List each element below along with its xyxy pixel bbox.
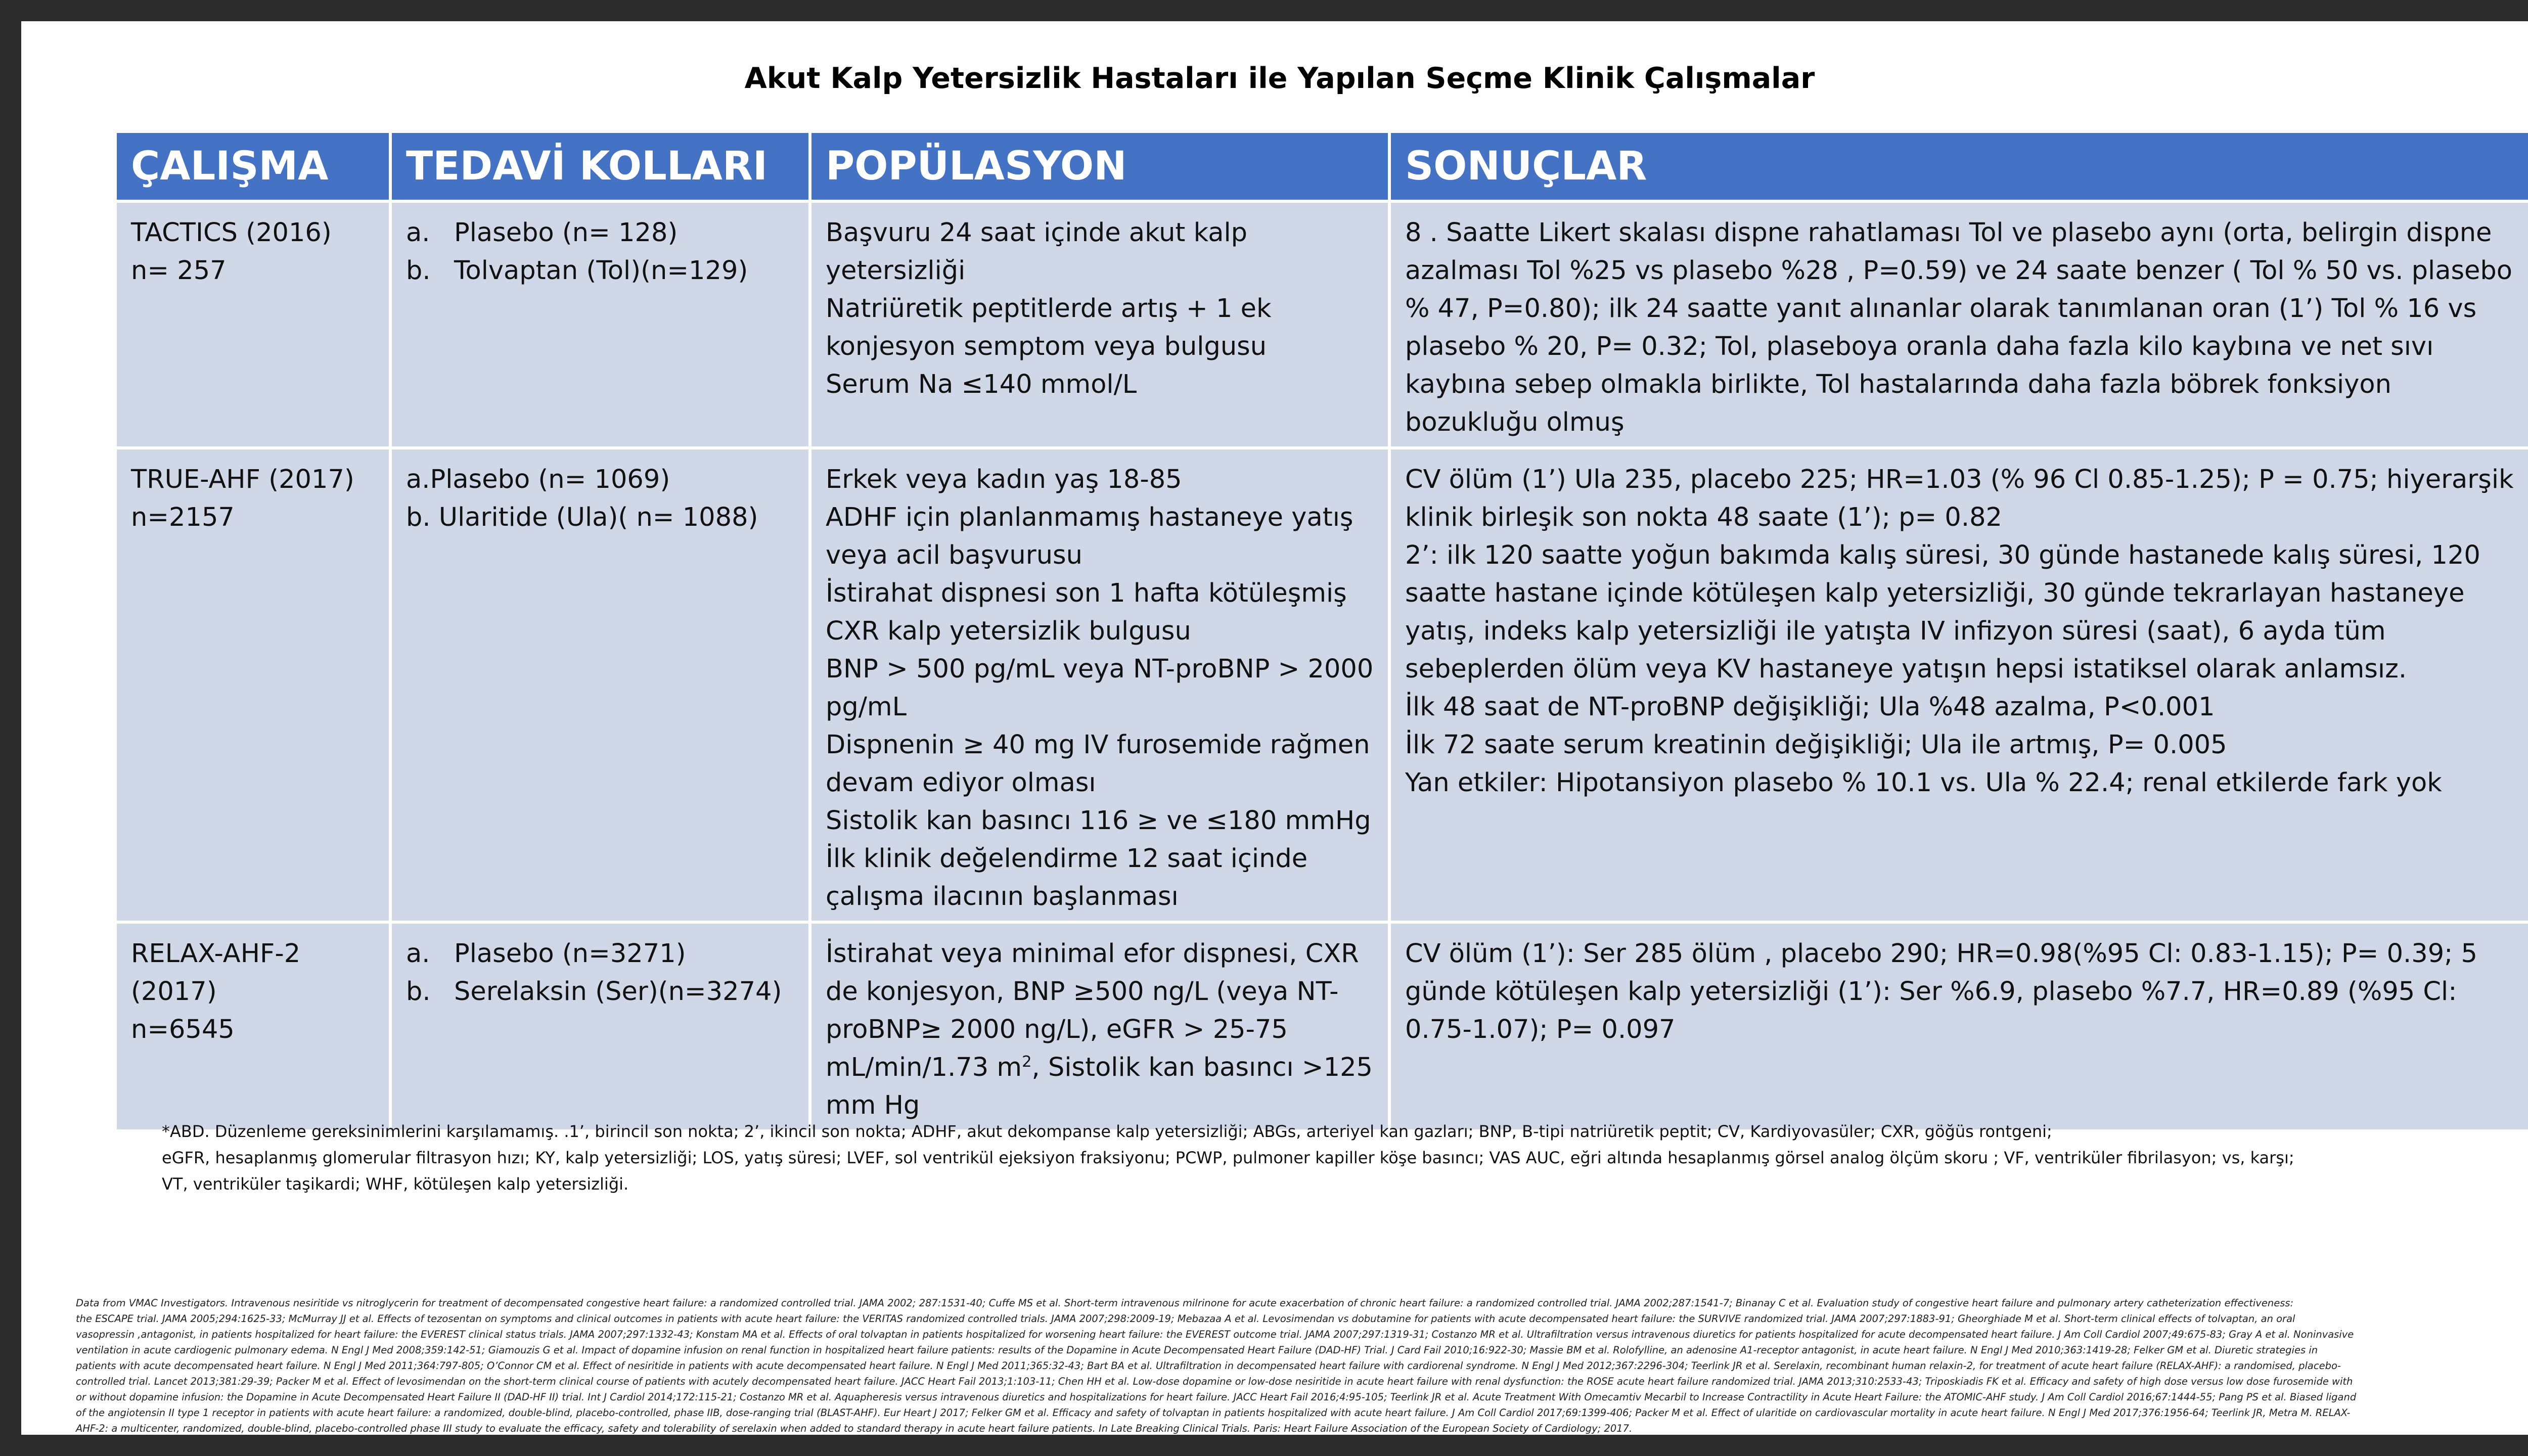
- arms-cell: [392, 203, 808, 446]
- reference-line: vasopressin ,antagonist, in patients hospitalized for heart failure: the EVEREST clinical status trials. JAMA 2007;297:1332-43; Konstam MA et al. Effects of oral tolvaptan in patients hospitalized for worsening heart failure: the EVEREST outcome trial. JAMA 2007;297:1319-31; Costanzo MR et al. Ultrafiltration versus intravenous diuretics for patients hospitalized for acute decompensated heart failure. J Am Coll Cardiol 2007;49:675-83; Gray A et al. Noninvasive: [76, 1329, 2354, 1340]
- results-text: Yan etkiler: Hipotansiyon plasebo % 10.1 vs. Ula % 22.4; renal etkilerde fark yok: [1405, 768, 2442, 798]
- results-text: CV ölüm (1’) Ula 235, placebo 225; HR=1.03 (% 96 Cl 0.85-1.25); P = 0.75; hiyerarşik klinik birleşik son nokta 48 saate (1’); p= 0.82: [1405, 465, 2514, 532]
- study-name: TACTICS (2016): [131, 218, 332, 248]
- reference-line: AHF-2: a multicenter, randomized, double-blind, placebo-controlled phase III study to evaluate the efficacy, safety and tolerability of serelaxin when added to standard therapy in acute heart failure patients. In Late Breaking Clinical Trials. Paris: Heart Failure Association of the European Society of Cardiology; 2017.: [76, 1423, 1633, 1434]
- reference-line: of the angiotensin II type 1 receptor in patients with acute heart failure: a randomized, double-blind, placebo-controlled, phase IIB, dose-ranging trial (BLAST-AHF). Eur Heart J 2017; Felker GM et al. Efficacy and safety of tolvaptan in patients hospitalized with acute heart failure. J Am Coll Cardiol 2017;69:1399-406; Packer M et al. Effect of ularitide on cardiovascular mortality in acute heart failure. N Engl J Med 2017;376:1956-64; Teerlink JR, Metra M. RELAX-: [76, 1407, 2351, 1419]
- footnote-line: VT, ventriküler taşikardi; WHF, kötüleşen kalp yetersizliği.: [162, 1174, 629, 1194]
- arm-item: [406, 498, 794, 536]
- population-item: İstirahat dispnesi son 1 hafta kötüleşmiş: [826, 578, 1347, 608]
- arm-text: Tolvaptan (Tol)(n=129): [454, 256, 748, 286]
- reference-line: the ESCAPE trial. JAMA 2005;294:1625-33; McMurray JJ et al. Effects of tezosentan on symptoms and clinical outcomes in patients with acute heart failure: the VERITAS randomized controlled trials. JAMA 2007;298:2009-19; Mebazaa A et al. Levosimendan vs dobutamine for patients with acute decompensated heart failure: the SURVIVE randomized trial. JAMA 2007;297:1883-91; Gheorghiade M et al. Short-term clinical effects of tolvaptan, an oral: [76, 1313, 2295, 1325]
- population-text-end: , Sistolik kan basıncı >125 mm Hg: [826, 1053, 1373, 1120]
- reference-line: Data from VMAC Investigators. Intravenous nesiritide vs nitroglycerin for treatment of decompensated congestive heart failure: a randomized controlled trial. JAMA 2002; 287:1531-40; Cuffe MS et al. Short-term intravenous milrinone for acute exacerbation of chronic heart failure: a randomized controlled trial. JAMA 2002;287:1541-7; Binanay C et al. Evaluation study of congestive heart failure and pulmonary artery catheterization effectiveness:: [76, 1297, 2294, 1309]
- footnote-line: *ABD. Düzenleme gereksinimlerini karşılamamış. .1’, birincil son nokta; 2’, ikincil son nokta; ADHF, akut dekompanse kalp yetersizliği; ABGs, arteriyel kan gazları; BNP, B-tipi natriüretik peptit; CV, Kardiyovasüler; CXR, göğüs rontgeni;: [162, 1122, 2052, 1141]
- arm-item: [406, 935, 794, 973]
- results-text: CV ölüm (1’): Ser 285 ölüm , placebo 290; HR=0.98(%95 Cl: 0.83-1.15); P= 0.39; 5 günde kötüleşen kalp yetersizliği (1’): Ser %6.9, plasebo %7.7, HR=0.89 (%95 Cl: 0.75-1.07); P= 0.097: [1405, 939, 2477, 1044]
- arm-item: [406, 252, 794, 290]
- study-n: n=6545: [131, 1015, 235, 1044]
- header-study: ÇALIŞMA: [117, 133, 389, 200]
- arm-marker: a.: [406, 218, 430, 248]
- population-item: Sistolik kan basıncı 116 ≥ ve ≤180 mmHg: [826, 806, 1371, 836]
- results-cell: [1391, 203, 2528, 446]
- study-cell: [117, 203, 389, 446]
- abbreviations-footnote: [162, 1118, 2437, 1197]
- results-text: İlk 72 saate serum kreatinin değişikliği; Ula ile artmış, P= 0.005: [1405, 730, 2227, 760]
- results-cell: [1391, 449, 2528, 921]
- arm-item: [406, 461, 794, 498]
- arm-marker: a.: [406, 939, 430, 969]
- references: [76, 1295, 2493, 1435]
- header-results: SONUÇLAR: [1391, 133, 2528, 200]
- reference-line: ventilation in acute cardiogenic pulmonary edema. N Engl J Med 2008;359:142-51; Giamouzis G et al. Impact of dopamine infusion on renal function in hospitalized heart failure patients: results of the Dopamine in Acute Decompensated Heart Failure (DAD-HF) Trial. J Card Fail 2010;16:922-30; Massie BM et al. Rolofylline, an adenosine A1-receptor antagonist, in acute heart failure. N Engl J Med 2010;363:1419-28; Felker GM et al. Diuretic strategies in: [76, 1344, 2318, 1356]
- study-n: n=2157: [131, 503, 235, 532]
- arms-cell: [392, 449, 808, 921]
- arm-marker: b.: [406, 977, 431, 1007]
- results-text: İlk 48 saat de NT-proBNP değişikliği; Ula %48 azalma, P<0.001: [1405, 692, 2215, 722]
- population-item: ADHF için planlanmamış hastaneye yatış veya acil başvurusu: [826, 503, 1353, 570]
- results-text: 2’: ilk 120 saatte yoğun bakımda kalış süresi, 30 günde hastanede kalış süresi, 120 saatte hastane içinde kötüleşen kalp yetersizliği, 30 günde tekrarlayan hastaneye yatış, indeks kalp yetersizliği ile yatışta IV infizyon süresi (saat), 6 ayda tüm sebeplerden ölüm veya KV hastaneye yatışın hepsi istatiksel olarak anlamsız.: [1405, 540, 2480, 684]
- slide-title: Akut Kalp Yetersizlik Hastaları ile Yapılan Seçme Klinik Çalışmalar: [744, 62, 1815, 95]
- arm-text: b. Ularitide (Ula)( n= 1088): [406, 503, 758, 532]
- study-cell: [117, 924, 389, 1129]
- population-item: Başvuru 24 saat içinde akut kalp yetersizliği: [826, 218, 1248, 286]
- population-cell: [811, 449, 1388, 921]
- arm-text: Plasebo (n= 128): [454, 218, 678, 248]
- population-item: İlk klinik değelendirme 12 saat içinde çalışma ilacının başlanması: [826, 844, 1308, 912]
- population-text: İstirahat veya minimal efor dispnesi, CXR de konjesyon, BNP ≥500 ng/L (veya NT-proBNP≥ 2000 ng/L), eGFR > 25-75 mL/min/1.73 m: [826, 939, 1359, 1082]
- table-row: [117, 924, 2528, 1129]
- header-population: POPÜLASYON: [811, 133, 1388, 200]
- population-cell: [811, 924, 1388, 1129]
- arm-text: Serelaksin (Ser)(n=3274): [454, 977, 782, 1007]
- population-superscript: 2: [1022, 1053, 1032, 1071]
- header-treatment-arms: TEDAVİ KOLLARI: [392, 133, 808, 200]
- population-item: Serum Na ≤140 mmol/L: [826, 370, 1137, 399]
- table-row: [117, 203, 2528, 446]
- footnote-line: eGFR, hesaplanmış glomerular filtrasyon hızı; KY, kalp yetersizliği; LOS, yatış süresi; LVEF, sol ventrikül ejeksiyon fraksiyonu; PCWP, pulmoner kapiller köşe basıncı; VAS AUC, eğri altında hesaplanmış görsel analog ölçüm skoru ; VF, ventriküler fibrilasyon; vs, karşı;: [162, 1148, 2294, 1167]
- study-name: TRUE-AHF (2017): [131, 465, 354, 494]
- trials-table: [114, 130, 2528, 1132]
- results-text: 8 . Saatte Likert skalası dispne rahatlaması Tol ve plasebo aynı (orta, belirgin dispne azalması Tol %25 vs plasebo %28 , P=0.59) ve 24 saate benzer ( Tol % 50 vs. plasebo % 47, P=0.80); ilk 24 saatte yanıt alınanlar olarak tanımlanan oran (1’) Tol % 16 vs plasebo % 20, P= 0.32; Tol, plaseboya oranla daha fazla kilo kaybına ve net sıvı kaybına sebep olmakla birlikte, Tol hastalarında daha fazla böbrek fonksiyon bozukluğu olmuş: [1405, 218, 2512, 437]
- slide: [21, 21, 2528, 1435]
- arm-text: a.Plasebo (n= 1069): [406, 465, 670, 494]
- population-item: CXR kalp yetersizlik bulgusu: [826, 616, 1191, 646]
- arms-cell: [392, 924, 808, 1129]
- reference-line: controlled trial. Lancet 2013;381:29-39; Packer M et al. Effect of levosimendan on the short-term clinical course of patients with acutely decompensated heart failure. JACC Heart Fail 2013;1:103-11; Chen HH et al. Low-dose dopamine or low-dose nesiritide in acute heart failure with renal dysfunction: the ROSE acute heart failure randomized trial. JAMA 2013;310:2533-43; Triposkiadis FK et al. Efficacy and safety of high dose versus low dose furosemide with: [76, 1376, 2353, 1387]
- table-header-row: [117, 133, 2528, 200]
- population-item: BNP > 500 pg/mL veya NT-proBNP > 2000 pg/mL: [826, 654, 1374, 722]
- study-n: n= 257: [131, 256, 227, 286]
- population-item: Erkek veya kadın yaş 18-85: [826, 465, 1182, 494]
- arm-item: [406, 973, 794, 1011]
- reference-line: or without dopamine infusion: the Dopamine in Acute Decompensated Heart Failure II (DAD-HF II) trial. Int J Cardiol 2014;172:115-21; Costanzo MR et al. Aquapheresis versus intravenous diuretics and hospitalizations for heart failure. JACC Heart Fail 2016;4:95-105; Teerlink JR et al. Acute Treatment With Omecamtiv Mecarbil to Increase Contractility in Acute Heart Failure: the ATOMIC-AHF study. J Am Coll Cardiol 2016;67:1444-55; Pang PS et al. Biased ligand: [76, 1391, 2357, 1403]
- population-cell: [811, 203, 1388, 446]
- arm-marker: b.: [406, 256, 431, 286]
- population-item: Dispnenin ≥ 40 mg IV furosemide rağmen devam ediyor olması: [826, 730, 1370, 798]
- study-cell: [117, 449, 389, 921]
- table-row: [117, 449, 2528, 921]
- study-name: RELAX-AHF-2 (2017): [131, 939, 301, 1007]
- arm-text: Plasebo (n=3271): [454, 939, 686, 969]
- results-cell: [1391, 924, 2528, 1129]
- arm-item: [406, 214, 794, 252]
- population-item: Natriüretik peptitlerde artış + 1 ek konjesyon semptom veya bulgusu: [826, 294, 1272, 361]
- reference-line: patients with acute decompensated heart failure. N Engl J Med 2011;364:797-805; O’Connor CM et al. Effect of nesiritide in patients with acute decompensated heart failure. N Engl J Med 2011;365:32-43; Bart BA et al. Ultrafiltration in decompensated heart failure with cardiorenal syndrome. N Engl J Med 2012;367:2296-304; Teerlink JR et al. Serelaxin, recombinant human relaxin-2, for treatment of acute heart failure (RELAX-AHF): a randomised, placebo-: [76, 1360, 2341, 1372]
